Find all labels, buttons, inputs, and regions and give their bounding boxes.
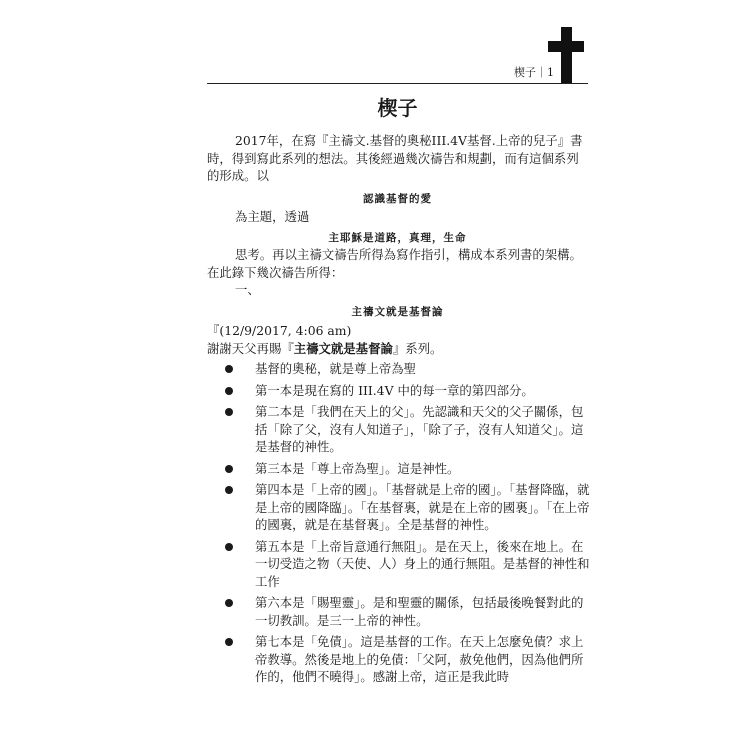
heading-lords-prayer-christology: 主禱文就是基督論: [351, 306, 444, 318]
header-rule: [207, 83, 588, 84]
running-head: 楔子｜1: [514, 66, 554, 79]
list-item: 第一本是現在寫的 III.4V 中的每一章的第四部分。: [225, 382, 590, 400]
heading-know-christ-love: 認識基督的愛: [363, 193, 432, 205]
intro-text: 2017年，在寫『主禱文.基督的奧秘III.4V基督.上帝的兒子』書時，得到寫此系列的想法。其後經過幾次禱告和規劃，而有這個系列的形成。以: [207, 133, 583, 183]
list-item: 第三本是「尊上帝為聖」。這是神性。: [225, 460, 590, 478]
second-paragraph-text: 思考。再以主禱文禱告所得為寫作指引，構成本系列書的架構。在此錄下幾次禱告所得：: [207, 247, 582, 280]
theme-line: [207, 208, 588, 226]
list-item: 第六本是「賜聖靈」。是和聖靈的關係，包括最後晚餐對此的一切教訓。是三一上帝的神性。: [225, 594, 590, 629]
chapter-title: 楔子: [377, 96, 418, 120]
second-paragraph: [207, 246, 588, 299]
list-item: 第二本是「我們在天上的父」。先認識和天父的父子關係，包括「除了父，沒有人知道子」，「除了子，沒有人知道父」。這是基督的神性。: [225, 403, 590, 456]
intro-paragraph: [207, 132, 588, 185]
heading-way-truth-life: 主耶穌是道路，真理，生命: [328, 232, 467, 244]
list-item: 第四本是「上帝的國」。「基督就是上帝的國」。「基督降臨，就是上帝的國降臨」。「在基督裏，就是在上帝的國裏」。「在上帝的國裏，就是在基督裏」。全是基督的神性。: [225, 481, 590, 534]
book-plan-list: [225, 360, 590, 690]
theme-text: 為主題，透過: [235, 209, 310, 224]
list-item: 第五本是「上帝旨意通行無阻」。是在天上，後來在地上。在一切受造之物（天使、人）身上的通行無阻。是基督的神性和工作: [225, 538, 590, 591]
list-item: 基督的奧秘，就是尊上帝為聖: [225, 360, 590, 378]
thanks-line: 謝謝天父再賜『主禱文就是基督論』系列。: [207, 340, 443, 356]
prayer-record: [207, 322, 588, 357]
list-item: 第七本是「免債」。這是基督的工作。在天上怎麼免債？求上帝教導。然後是地上的免債：「父阿，赦免他們，因為他們所作的，他們不曉得」。感謝上帝，這正是我此時: [225, 633, 590, 686]
date-line: 『(12/9/2017, 4:06 am): [207, 323, 352, 338]
numbering-text: 一、: [235, 282, 260, 297]
